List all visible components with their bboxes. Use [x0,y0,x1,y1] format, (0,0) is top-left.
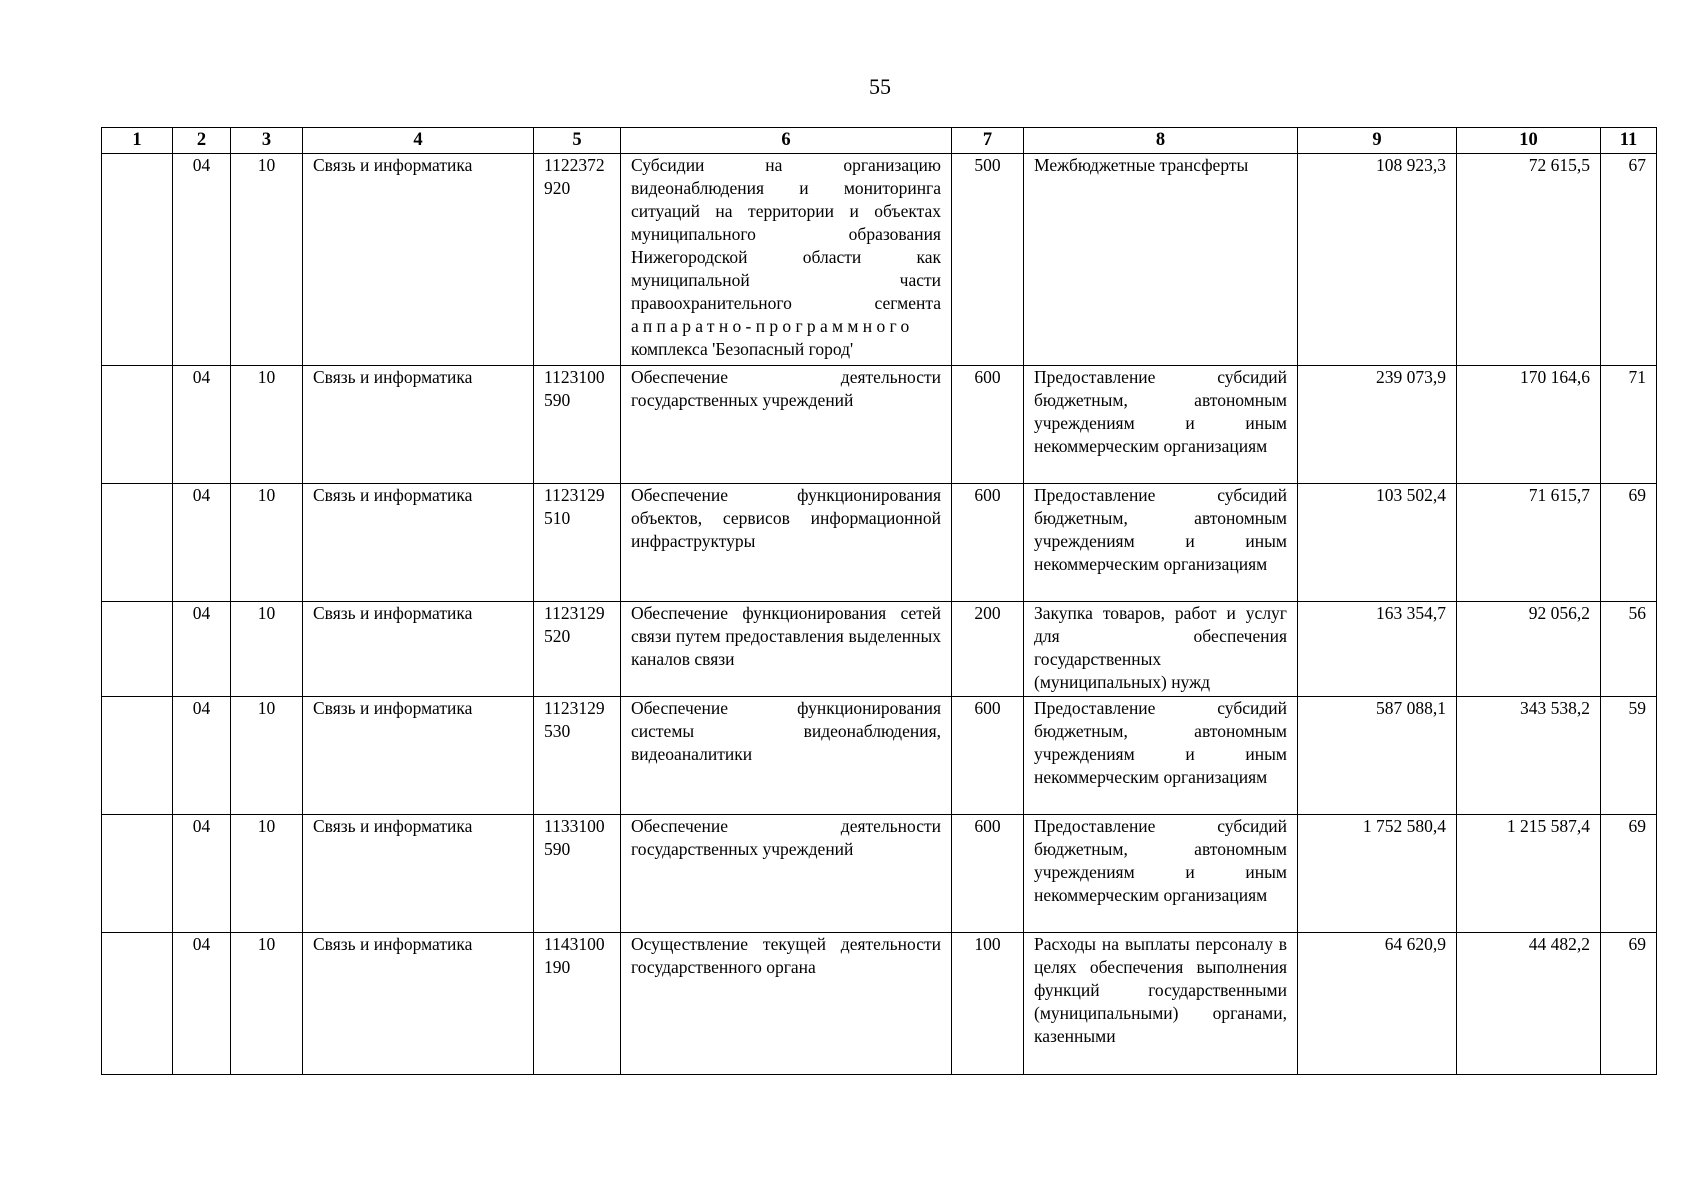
cell-expense-type: 500 [952,154,1024,366]
cell-target-article: 1123100590 [534,366,621,484]
cell-percent: 69 [1601,815,1657,933]
cell-col1 [102,484,173,602]
table-row [102,484,1657,602]
cell-subsection: 10 [231,366,303,484]
cell-amount-1: 239 073,9 [1298,366,1457,484]
column-header: 2 [173,128,231,154]
cell-article-name: Обеспечение деятельности государственных учреждений [621,366,952,484]
cell-expense-type-name: Закупка товаров, работ и услуг для обеспечения государственных (муниципальных) нужд [1024,602,1298,697]
cell-expense-type-name: Предоставление субсидий бюджетным, автономным учреждениям и иным некоммерческим организациям [1024,366,1298,484]
cell-section: 04 [173,815,231,933]
cell-amount-2: 72 615,5 [1457,154,1601,366]
cell-target-article: 1123129530 [534,697,621,815]
cell-expense-type-name: Предоставление субсидий бюджетным, автономным учреждениям и иным некоммерческим организациям [1024,815,1298,933]
article-name-spaced: аппаратно-программного [631,316,914,336]
article-name-end: комплекса 'Безопасный город' [631,339,854,359]
cell-percent: 59 [1601,697,1657,815]
column-header: 7 [952,128,1024,154]
table-row [102,602,1657,697]
column-header: 1 [102,128,173,154]
cell-amount-1: 163 354,7 [1298,602,1457,697]
cell-percent: 56 [1601,602,1657,697]
cell-amount-1: 64 620,9 [1298,933,1457,1075]
column-header: 5 [534,128,621,154]
table-row [102,366,1657,484]
column-header: 4 [303,128,534,154]
cell-target-article: 1123129510 [534,484,621,602]
cell-expense-type: 600 [952,697,1024,815]
cell-subsection: 10 [231,154,303,366]
cell-subsection: 10 [231,602,303,697]
cell-percent: 67 [1601,154,1657,366]
header-row [102,128,1657,154]
cell-amount-1: 108 923,3 [1298,154,1457,366]
cell-expense-type-name: Межбюджетные трансферты [1024,154,1298,366]
cell-subsection: 10 [231,697,303,815]
cell-section-name: Связь и информатика [303,154,534,366]
cell-amount-2: 71 615,7 [1457,484,1601,602]
cell-percent: 71 [1601,366,1657,484]
cell-col1 [102,697,173,815]
cell-section: 04 [173,484,231,602]
cell-expense-type-name: Предоставление субсидий бюджетным, автономным учреждениям и иным некоммерческим организациям [1024,484,1298,602]
cell-target-article: 1122372920 [534,154,621,366]
cell-expense-type: 600 [952,815,1024,933]
cell-target-article: 1133100590 [534,815,621,933]
cell-expense-type: 600 [952,484,1024,602]
cell-subsection: 10 [231,933,303,1075]
column-header: 6 [621,128,952,154]
cell-amount-2: 170 164,6 [1457,366,1601,484]
table-row [102,815,1657,933]
cell-section: 04 [173,697,231,815]
table-row [102,154,1657,366]
cell-article-name: Обеспечение деятельности государственных учреждений [621,815,952,933]
cell-percent: 69 [1601,933,1657,1075]
column-header: 3 [231,128,303,154]
cell-expense-type: 200 [952,602,1024,697]
cell-subsection: 10 [231,484,303,602]
cell-amount-2: 1 215 587,4 [1457,815,1601,933]
page-number: 55 [869,74,891,99]
column-header: 9 [1298,128,1457,154]
cell-section-name: Связь и информатика [303,602,534,697]
cell-section-name: Связь и информатика [303,366,534,484]
cell-amount-2: 343 538,2 [1457,697,1601,815]
cell-section-name: Связь и информатика [303,815,534,933]
column-header: 11 [1601,128,1657,154]
budget-table [101,127,1657,1075]
cell-section: 04 [173,366,231,484]
column-header: 8 [1024,128,1298,154]
column-header: 10 [1457,128,1601,154]
cell-expense-type: 600 [952,366,1024,484]
cell-col1 [102,366,173,484]
cell-section: 04 [173,602,231,697]
cell-section-name: Связь и информатика [303,484,534,602]
cell-section: 04 [173,933,231,1075]
cell-amount-2: 44 482,2 [1457,933,1601,1075]
cell-subsection: 10 [231,815,303,933]
cell-col1 [102,154,173,366]
cell-col1 [102,602,173,697]
cell-section: 04 [173,154,231,366]
table-row [102,697,1657,815]
cell-amount-2: 92 056,2 [1457,602,1601,697]
cell-amount-1: 1 752 580,4 [1298,815,1457,933]
cell-col1 [102,815,173,933]
cell-col1 [102,933,173,1075]
cell-section-name: Связь и информатика [303,933,534,1075]
cell-percent: 69 [1601,484,1657,602]
cell-amount-1: 103 502,4 [1298,484,1457,602]
cell-article-name: Обеспечение функционирования системы видеонаблюдения, видеоаналитики [621,697,952,815]
cell-article-name: Обеспечение функционирования сетей связи путем предоставления выделенных каналов связи [621,602,952,697]
cell-target-article: 1143100190 [534,933,621,1075]
cell-article-name [621,154,952,366]
cell-expense-type-name: Предоставление субсидий бюджетным, автономным учреждениям и иным некоммерческим организациям [1024,697,1298,815]
cell-target-article: 1123129520 [534,602,621,697]
table-row [102,933,1657,1075]
cell-section-name: Связь и информатика [303,697,534,815]
cell-article-name: Осуществление текущей деятельности государственного органа [621,933,952,1075]
article-name-text: Субсидии на организацию видеонаблюдения и мониторинга ситуаций на территории и объектах муниципального образования Нижегородской области как муниципальной части правоохранительного сегмента [631,155,941,313]
cell-expense-type: 100 [952,933,1024,1075]
cell-article-name: Обеспечение функционирования объектов, сервисов информационной инфраструктуры [621,484,952,602]
cell-amount-1: 587 088,1 [1298,697,1457,815]
cell-expense-type-name: Расходы на выплаты персоналу в целях обеспечения выполнения функций государственными (муниципальными) органами, казенными [1024,933,1298,1075]
